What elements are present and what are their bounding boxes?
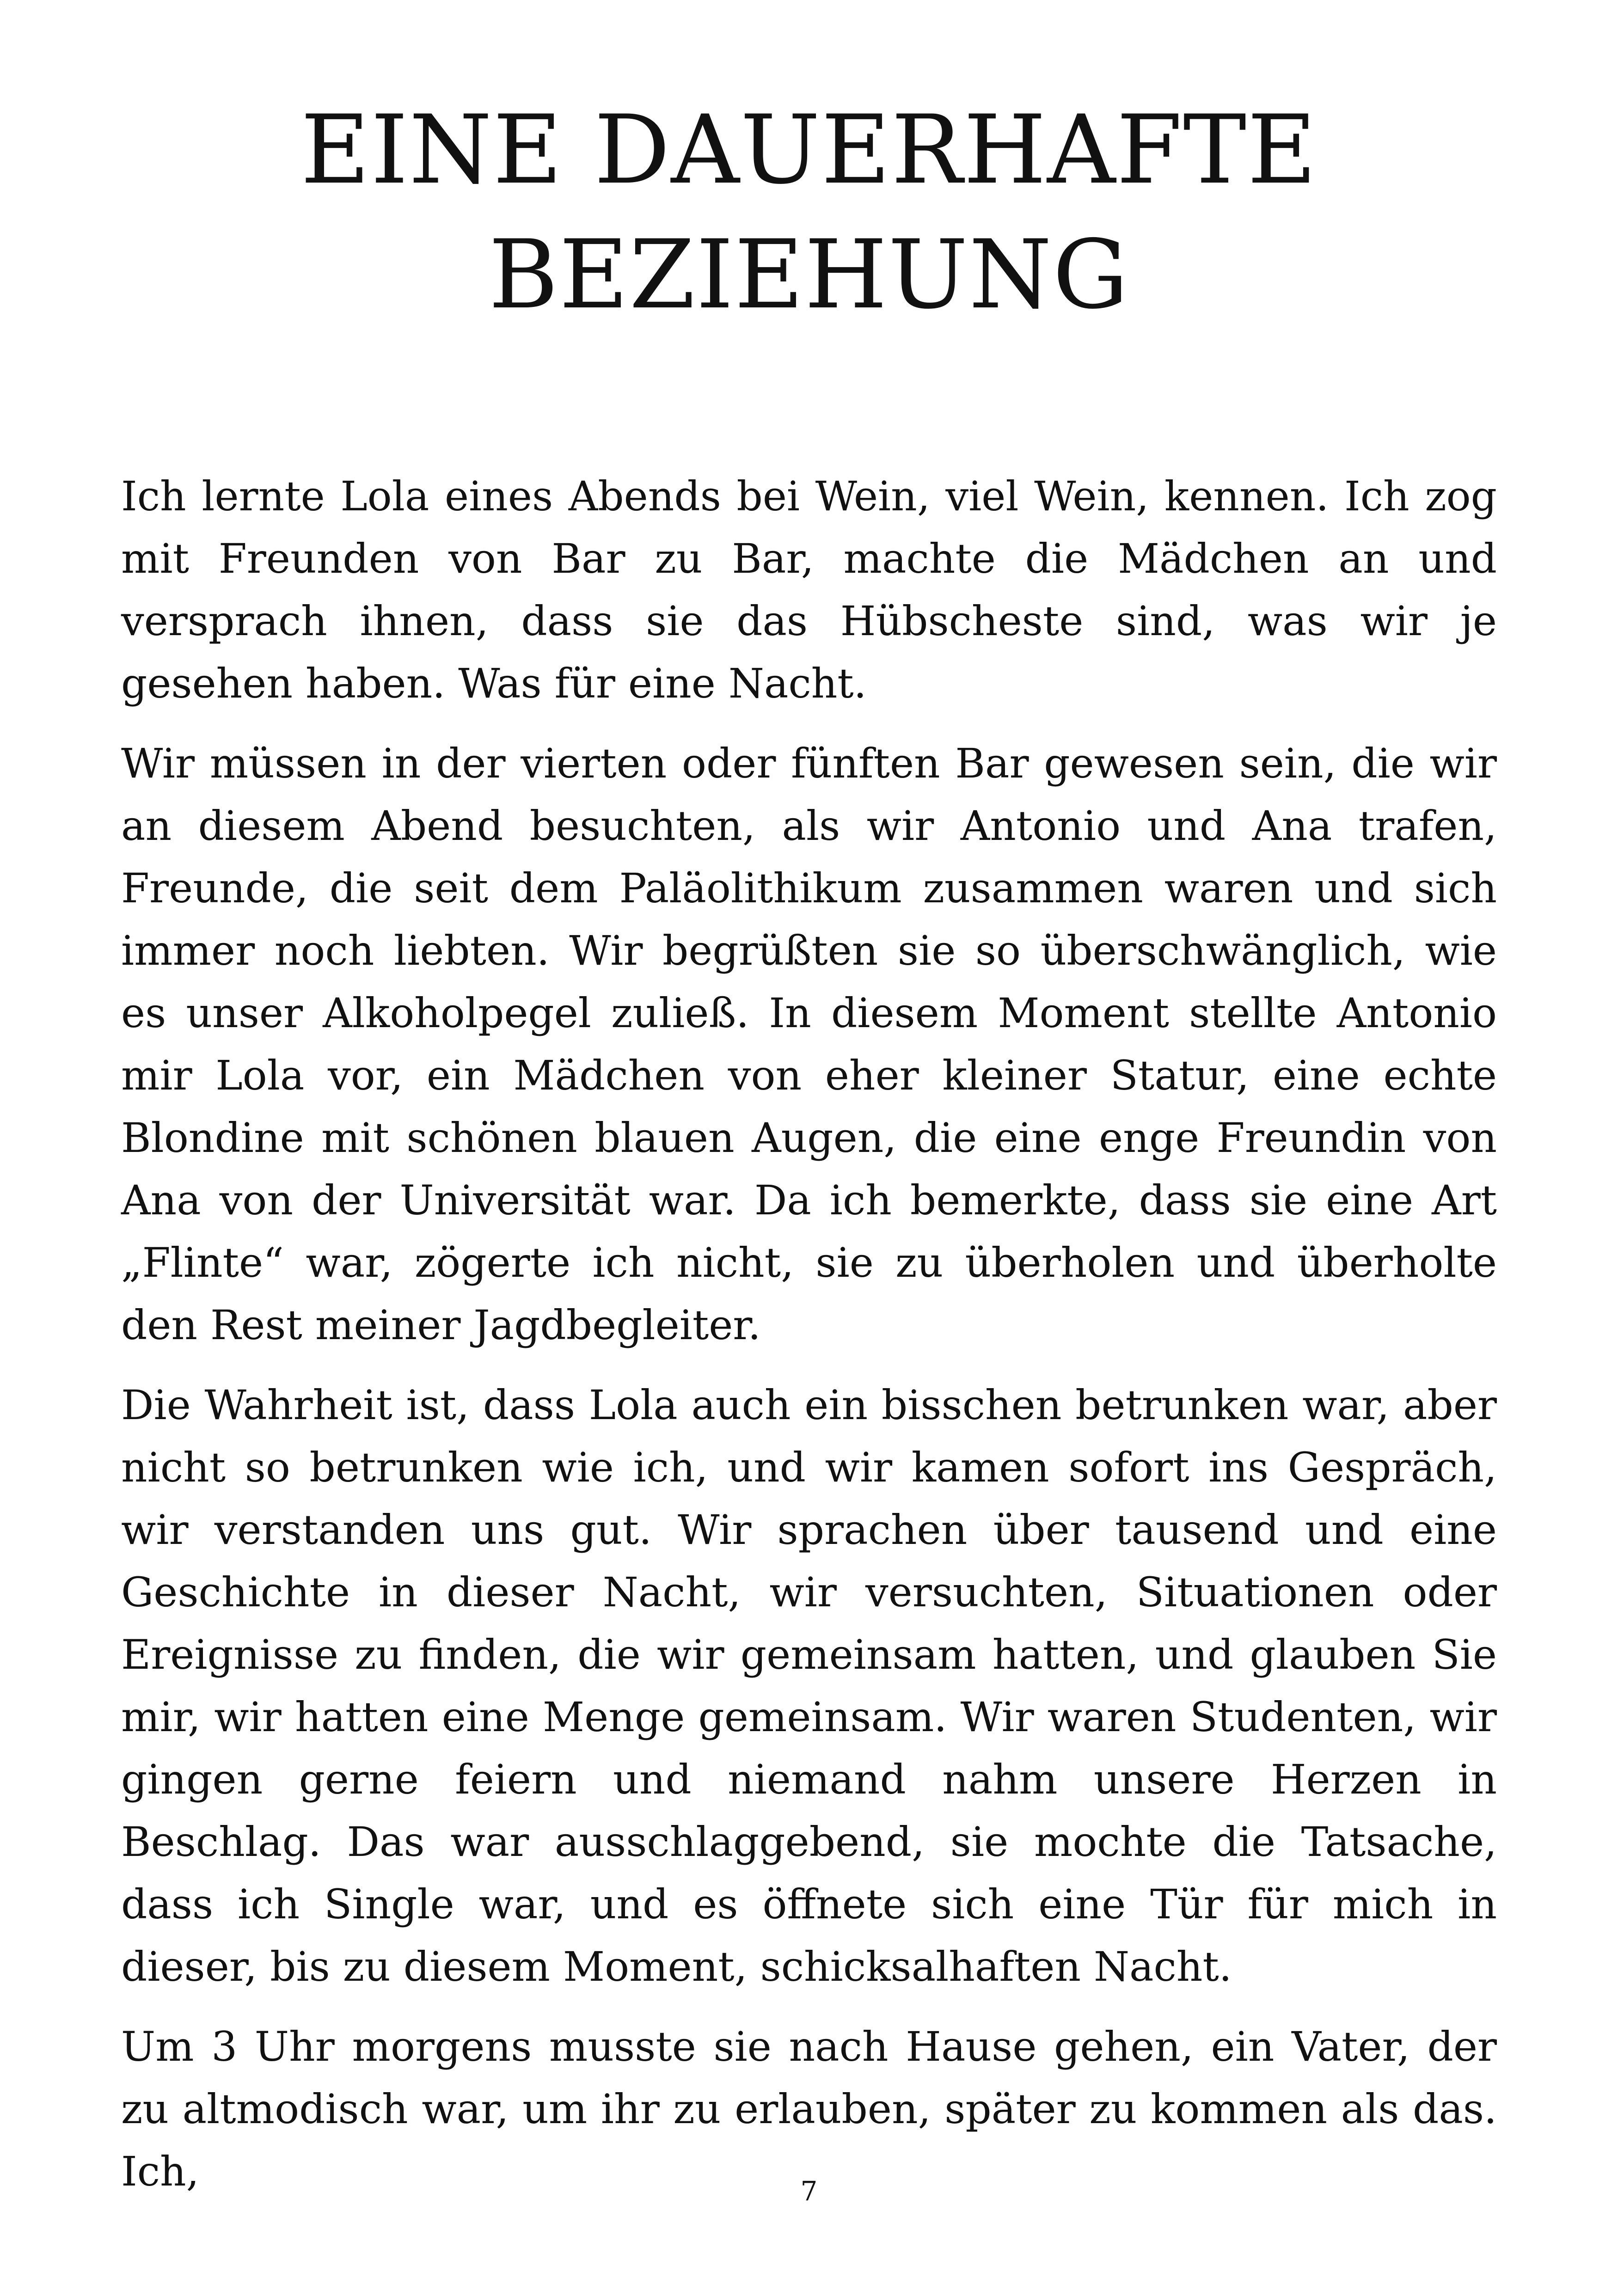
body-text [121,465,1497,2220]
paragraph-1: Ich lernte Lola eines Abends bei Wein, viel Wein, kennen. Ich zog mit Freunden von Bar zu Bar, machte die Mädchen an und versprach ihnen, dass sie das Hübscheste sind, was wir je gesehen haben. Was für eine Nacht. [121,472,1497,707]
chapter-title-line-2: BEZIEHUNG [488,220,1130,330]
chapter-title [0,88,1618,337]
page-number: 7 [800,2175,818,2207]
paragraph-4: Um 3 Uhr morgens musste sie nach Hause gehen, ein Vater, der zu altmodisch war, um ihr zu erlauben, später zu kommen als das. Ich, [121,2023,1497,2195]
paragraph-2: Wir müssen in der vierten oder fünften Bar gewesen sein, die wir an diesem Abend besuchten, als wir Antonio und Ana trafen, Freunde, die seit dem Paläolithikum zusammen waren und sich immer noch liebten. Wir begrüßten sie so überschwänglich, wie es unser Alkoholpegel zuließ. In diesem Moment stellte Antonio mir Lola vor, ein Mädchen von eher kleiner Statur, eine echte Blondine mit schönen blauen Augen, die eine enge Freundin von Ana von der Universität war. Da ich bemerkte, dass sie eine Art „Flinte“ war, zögerte ich nicht, sie zu überholen und überholte den Rest meiner Jagdbegleiter. [121,740,1497,1349]
paragraph-3: Die Wahrheit ist, dass Lola auch ein bisschen betrunken war, aber nicht so betrunken wie ich, und wir kamen sofort ins Gespräch, wir verstanden uns gut. Wir sprachen über tausend und eine Geschichte in dieser Nacht, wir versuchten, Situationen oder Ereignisse zu finden, die wir gemeinsam hatten, und glauben Sie mir, wir hatten eine Menge gemeinsam. Wir waren Studenten, wir gingen gerne feiern und niemand nahm unsere Herzen in Beschlag. Das war ausschlaggebend, sie mochte die Tatsache, dass ich Single war, und es öffnete sich eine Tür für mich in dieser, bis zu diesem Moment, schicksalhaften Nacht. [121,1381,1497,1990]
chapter-title-line-1: EINE DAUERHAFTE [300,95,1318,205]
